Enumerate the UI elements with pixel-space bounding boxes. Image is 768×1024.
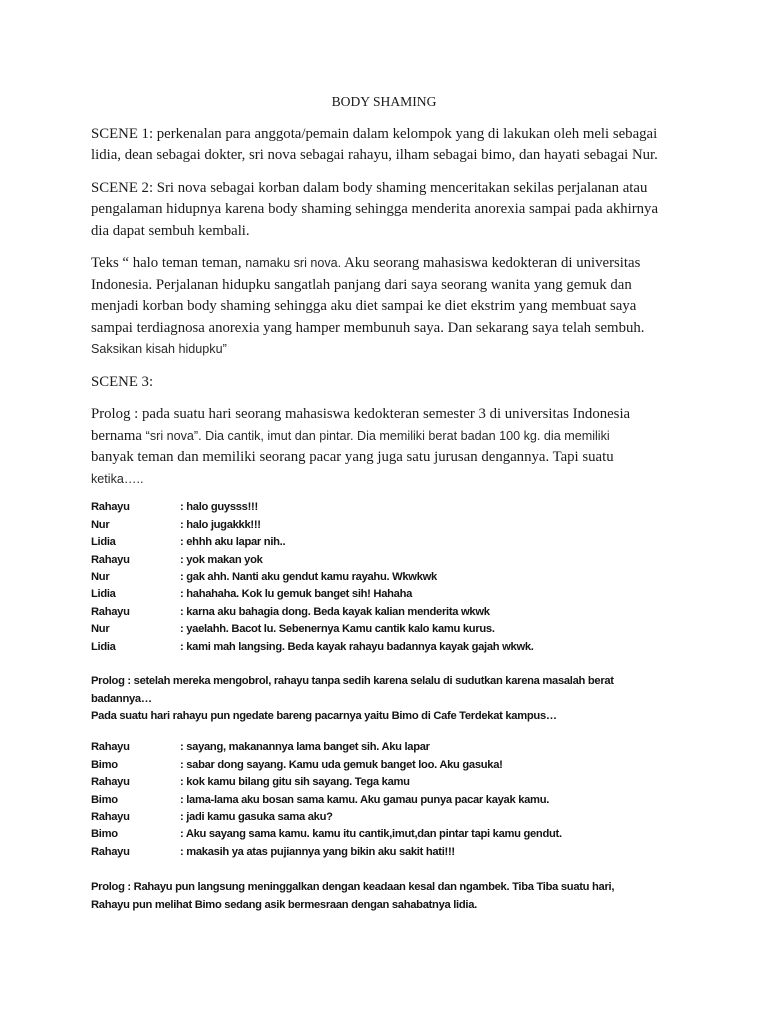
speaker-name: Rahayu [91,553,130,566]
text-line: Prolog : pada suatu hari seorang mahasiswa kedokteran semester 3 di universitas Indonesia [91,406,631,422]
dialogue-text: : lama-lama aku bosan sama kamu. Aku gamau punya pacar kayak kamu. [180,793,550,806]
dialogue-line [91,639,677,656]
speaker-name: Rahayu [91,845,130,858]
text-line: badannya… [91,692,152,705]
speaker-name: Lidia [91,640,116,653]
text-line: menjadi korban body shaming sehingga aku diet sampai ke diet ekstrim yang membuat saya [91,298,637,314]
dialogue-line [91,792,677,809]
text-line: Prolog : Rahayu pun langsung meninggalkan dengan keadaan kesal dan ngambek. Tiba Tiba suatu hari, [91,881,615,894]
alt-font-text-run: Saksikan kisah hidupku” [91,342,227,356]
speaker-name: Lidia [91,536,116,549]
dialogue-text: : hahahaha. Kok lu gemuk banget sih! Hahaha [180,588,413,601]
dialogue-line [91,517,677,534]
text-line: sampai terdiagnosa anorexia yang hamper membunuh saya. Dan sekarang saya telah sembuh. [91,319,645,336]
text-line: dia dapat sembuh kembali. [91,222,250,239]
dialogue-text: : sayang, makanannya lama banget sih. Aku lapar [180,741,430,754]
dialogue-line [91,586,677,603]
text-line: Pada suatu hari rahayu pun ngedate bareng pacarnya yaitu Bimo di Cafe Terdekat kampus… [91,710,557,723]
text-line [91,339,677,361]
text-line [91,426,677,448]
alt-font-text-run: ketika….. [91,471,144,486]
dialogue-line [91,757,677,774]
dialogue-line [91,604,677,621]
text-run: Aku seorang mahasiswa kedokteran di universitas [341,255,641,271]
text-line: Rahayu pun melihat Bimo sedang asik bermesraan dengan sahabatnya lidia. [91,898,477,911]
dialogue-text: : Aku sayang sama kamu. kamu itu cantik,imut,dan pintar tapi kamu gendut. [180,828,562,841]
text-line: pengalaman hidupnya karena body shaming sehingga menderita anorexia sampai pada akhirnya [91,201,659,217]
speaker-name: Bimo [91,758,118,771]
speaker-name: Lidia [91,588,116,601]
dialogue-text: : makasih ya atas pujiannya yang bikin aku sakit hati!!! [180,845,455,858]
dialogue-line [91,809,677,826]
dialogue-text: : kami mah langsing. Beda kayak rahayu badannya kayak gajah wkwk. [180,640,534,653]
text-line [91,469,677,491]
text-line: SCENE 2: Sri nova sebagai korban dalam body shaming menceritakan sekilas perjalanan atau [91,179,648,196]
document-title: BODY SHAMING [331,94,437,109]
dialogue-line [91,774,677,791]
prolog-1-paragraph [91,404,677,490]
speaker-name: Nur [91,623,110,636]
speaker-name: Rahayu [91,776,130,789]
dialogue-text: : gak ahh. Nanti aku gendut kamu rayahu. Wkwkwk [180,570,437,583]
dialogue-text: : jadi kamu gasuka sama aku? [180,810,333,823]
speaker-name: Rahayu [91,810,130,823]
dialogue-text: : yok makan yok [180,553,263,566]
speaker-name: Bimo [91,828,118,841]
text-run: Teks “ halo teman teman, [91,255,246,271]
speaker-name: Nur [91,518,110,531]
dialogue-line [91,569,677,586]
scene-2-paragraph [91,178,677,243]
speaker-name: Rahayu [91,605,130,618]
dialogue-text: : karna aku bahagia dong. Beda kayak kalian menderita wkwk [180,605,490,618]
alt-font-text-run: namaku sri nova. [245,256,342,270]
dialogue-block-1 [91,499,677,656]
text-line: lidia, dean sebagai dokter, sri nova sebagai rahayu, ilham sebagai bimo, dan hayati sebagai Nur. [91,147,658,163]
dialogue-line [91,739,677,756]
speaker-name: Bimo [91,793,118,806]
dialogue-line [91,552,677,569]
teks-paragraph [91,253,677,361]
alt-font-text-run: “sri nova”. Dia cantik, imut dan pintar. Dia memiliki berat badan 100 kg. dia memiliki [145,428,610,443]
dialogue-line [91,499,677,516]
dialogue-text: : ehhh aku lapar nih.. [180,536,286,549]
dialogue-line [91,621,677,638]
speaker-name: Nur [91,570,110,583]
scene-3-heading [91,372,677,394]
text-line: Indonesia. Perjalanan hidupku sangatlah panjang dari saya seorang wanita yang gemuk dan [91,276,632,293]
speaker-name: Rahayu [91,501,130,514]
scene-1-paragraph [91,124,677,167]
dialogue-text: : halo guysss!!! [180,501,258,514]
text-line: SCENE 3: [91,373,154,390]
text-line [91,253,677,275]
dialogue-line [91,844,677,861]
text-line: Prolog : setelah mereka mengobrol, rahayu tanpa sedih karena selalu di sudutkan karena masalah berat [91,675,614,688]
dialogue-block-2 [91,739,677,861]
prolog-2-paragraph [91,673,677,725]
prolog-3-paragraph [91,879,677,914]
dialogue-text: : sabar dong sayang. Kamu uda gemuk banget loo. Aku gasuka! [180,758,503,771]
text-line: banyak teman dan memiliki seorang pacar yang juga satu jurusan dengannya. Tapi suatu [91,449,614,465]
dialogue-text: : kok kamu bilang gitu sih sayang. Tega kamu [180,776,410,789]
speaker-name: Rahayu [91,741,130,754]
dialogue-line [91,534,677,551]
text-line: SCENE 1: perkenalan para anggota/pemain dalam kelompok yang di lakukan oleh meli sebagai [91,125,658,142]
dialogue-text: : halo jugakkk!!! [180,518,261,531]
text-run: bernama [91,427,146,444]
dialogue-line [91,826,677,843]
dialogue-text: : yaelahh. Bacot lu. Sebenernya Kamu cantik kalo kamu kurus. [180,623,495,636]
